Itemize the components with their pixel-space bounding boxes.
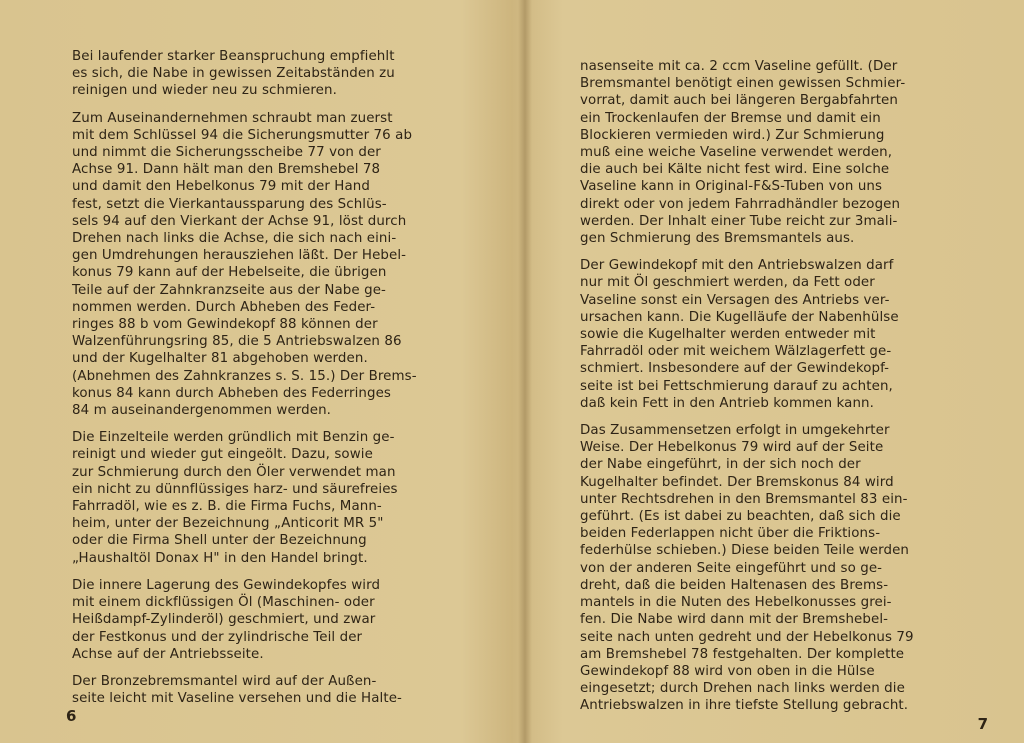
page-number-right: 7 bbox=[977, 715, 988, 733]
right-page bbox=[528, 0, 1024, 743]
paragraph: Der Bronzebremsmantel wird auf der Außen- seite leicht mit Vaseline versehen und die Halte- bbox=[72, 673, 402, 707]
paragraph: nasenseite mit ca. 2 ccm Vaseline gefüllt. (Der Bremsmantel benötigt einen gewissen Schmier- vorrat, damit auch bei längeren Bergabfahrten ein Trockenlaufen der Bremse und damit ein Blockieren vermieden wird.) Zur Schmierung muß eine weiche Vaseline verwendet werden, die auch bei Kälte nicht fest wird. Eine solche Vaseline kann in Original-F&S-Tuben von uns direkt oder von jedem Fahrradhändler bezogen werden. Der Inhalt einer Tube reicht zur 3mali- gen Schmierung des Bremsmantels aus. bbox=[580, 59, 906, 247]
paragraph: Die Einzelteile werden gründlich mit Benzin ge- reinigt und wieder gut eingeölt. Dazu, sowie zur Schmierung durch den Öler verwendet man ein nicht zu dünnflüssiges harz- und säurefreies Fahrradöl, wie es z. B. die Firma Fuchs, Mann- heim, unter der Bezeichnung „Anticorit MR 5" oder die Firma Shell unter der Bezeichnung „Haushaltöl Donax H" in den Handel bringt. bbox=[72, 430, 398, 566]
paragraph: Bei laufender starker Beanspruchung empfiehlt es sich, die Nabe in gewissen Zeitabständen zu reinigen und wieder neu zu schmieren. bbox=[72, 49, 395, 99]
left-page-text bbox=[72, 48, 478, 717]
right-page-text bbox=[580, 58, 988, 725]
page-number-left: 6 bbox=[66, 707, 77, 725]
paragraph: Zum Auseinandernehmen schraubt man zuerst mit dem Schlüssel 94 die Sicherungsmutter 76 ab und nimmt die Sicherungsscheibe 77 von der Achse 91. Dann hält man den Bremshebel 78 und damit den Hebelkonus 79 mit der Hand fest, setzt die Vierkantaussparung des Schlüs- sels 94 auf den Vierkant der Achse 91, löst durch Drehen nach links die Achse, die sich nach eini- gen Umdrehungen herausziehen läßt. Der Hebel- konus 79 kann auf der Hebelseite, die übrigen Teile auf der Zahnkranzseite aus der Nabe ge- nommen werden. Durch Abheben des Feder- ringes 88 b vom Gewindekopf 88 können der Walzenführungsring 85, die 5 Antriebswalzen 86 und der Kugelhalter 81 abgehoben werden. (Abnehmen des Zahnkranzes s. S. 15.) Der Brems- konus 84 kann durch Abheben des Federringes 84 m auseinandergenommen werden. bbox=[72, 110, 417, 419]
paragraph: Das Zusammensetzen erfolgt in umgekehrter Weise. Der Hebelkonus 79 wird auf der Seite der Nabe eingeführt, in der sich noch der Kugelhalter befindet. Der Bremskonus 84 wird unter Rechtsdrehen in den Bremsmantel 83 ein- geführt. (Es ist dabei zu beachten, daß sich die beiden Federlappen nicht über die Friktions- federhülse schieben.) Diese beiden Teile werden von der anderen Seite eingeführt und so ge- dreht, daß die beiden Haltenasen des Brems- mantels in die Nuten des Hebelkonusses grei- fen. Die Nabe wird dann mit der Bremshebel- seite nach unten gedreht und der Hebelkonus 79 am Bremshebel 78 festgehalten. Der komplette Gewindekopf 88 wird von oben in die Hülse eingesetzt; durch Drehen nach links werden die Antriebswalzen in ihre tiefste Stellung gebracht. bbox=[580, 423, 914, 714]
paragraph: Die innere Lagerung des Gewindekopfes wird mit einem dickflüssigen Öl (Maschinen- oder Heißdampf-Zylinderöl) geschmiert, und zwar der Festkonus und der zylindrische Teil der Achse auf der Antriebsseite. bbox=[72, 577, 381, 662]
paragraph: Der Gewindekopf mit den Antriebswalzen darf nur mit Öl geschmiert werden, da Fett oder Vaseline sonst ein Versagen des Antriebs ver- ursachen kann. Die Kugelläufe der Nabenhülse sowie die Kugelhalter werden entweder mit Fahrradöl oder mit weichem Wälzlagerfett ge- schmiert. Insbesondere auf der Gewindekopf- seite ist bei Fettschmierung darauf zu achten, daß kein Fett in den Antrieb kommen kann. bbox=[580, 258, 899, 411]
